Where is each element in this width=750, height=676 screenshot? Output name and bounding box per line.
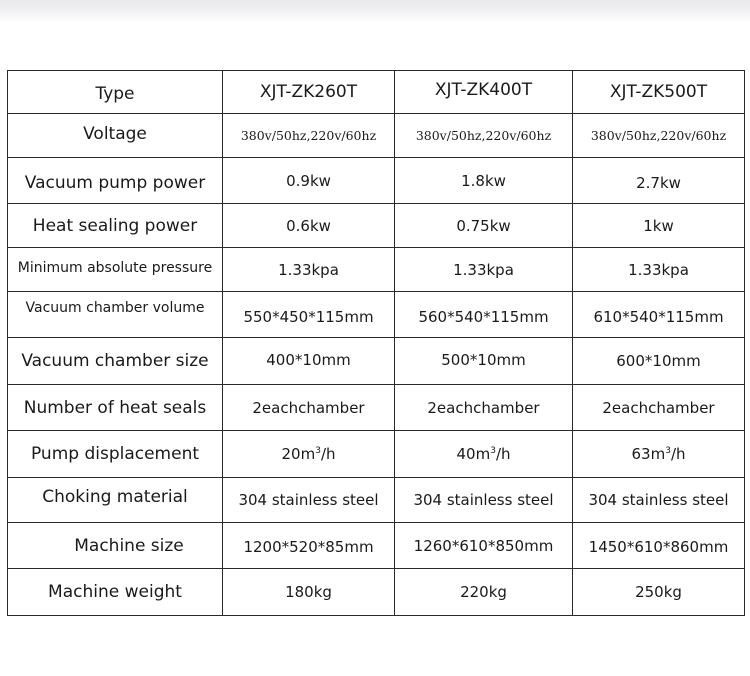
unit-exponent: 3	[490, 446, 496, 456]
spec-table	[7, 70, 745, 616]
table-row-voltage	[8, 114, 745, 158]
value-number: 40	[456, 445, 476, 463]
table-row-machine-size	[8, 523, 745, 569]
table-header-row	[8, 71, 745, 114]
row-value: 220kg	[395, 569, 573, 616]
row-label: Pump displacement	[8, 431, 223, 478]
row-value	[223, 431, 395, 478]
table-row-vacuum-pump-power	[8, 158, 745, 204]
row-label: Choking material	[8, 478, 223, 523]
unit-suffix: /h	[495, 445, 511, 463]
row-value: 380v/50hz,220v/60hz	[395, 114, 573, 158]
row-value: 304 stainless steel	[573, 478, 745, 523]
row-label: Machine weight	[8, 569, 223, 616]
table-row-vacuum-chamber-volume	[8, 292, 745, 338]
row-label: Minimum absolute pressure	[8, 248, 223, 292]
row-label: Machine size	[8, 523, 223, 569]
row-value: 1.33kpa	[223, 248, 395, 292]
row-value: 560*540*115mm	[395, 292, 573, 338]
row-value: 600*10mm	[573, 338, 745, 385]
top-gradient-band	[0, 0, 750, 22]
row-value: 1kw	[573, 204, 745, 248]
row-value: 1.8kw	[395, 158, 573, 204]
table-row-vacuum-chamber-size	[8, 338, 745, 385]
header-type-label: Type	[8, 71, 223, 114]
row-value: 304 stainless steel	[395, 478, 573, 523]
unit-suffix: /h	[670, 445, 686, 463]
row-value: 2eachchamber	[573, 385, 745, 431]
row-value: 250kg	[573, 569, 745, 616]
row-value: 550*450*115mm	[223, 292, 395, 338]
row-label: Number of heat seals	[8, 385, 223, 431]
row-label: Vacuum chamber volume	[8, 292, 223, 338]
row-value: 380v/50hz,220v/60hz	[223, 114, 395, 158]
table-row-choking-material	[8, 478, 745, 523]
row-label: Vacuum pump power	[8, 158, 223, 204]
row-value	[573, 431, 745, 478]
row-label: Voltage	[8, 114, 223, 158]
header-model-2: XJT-ZK400T	[395, 71, 573, 114]
row-value: 610*540*115mm	[573, 292, 745, 338]
row-label: Heat sealing power	[8, 204, 223, 248]
row-value: 304 stainless steel	[223, 478, 395, 523]
table-row-machine-weight	[8, 569, 745, 616]
row-value: 2eachchamber	[223, 385, 395, 431]
unit-exponent: 3	[315, 446, 321, 456]
table-row-heat-sealing-power	[8, 204, 745, 248]
row-value: 0.9kw	[223, 158, 395, 204]
unit-exponent: 3	[665, 446, 671, 456]
row-value: 1260*610*850mm	[395, 523, 573, 569]
header-model-1: XJT-ZK260T	[223, 71, 395, 114]
value-number: 20	[281, 445, 301, 463]
row-value: 180kg	[223, 569, 395, 616]
row-value: 1450*610*860mm	[573, 523, 745, 569]
row-value: 0.75kw	[395, 204, 573, 248]
row-value: 1.33kpa	[395, 248, 573, 292]
row-value: 400*10mm	[223, 338, 395, 385]
row-value	[395, 431, 573, 478]
row-value: 2eachchamber	[395, 385, 573, 431]
unit-suffix: /h	[320, 445, 336, 463]
table-row-pump-displacement	[8, 431, 745, 478]
row-value: 380v/50hz,220v/60hz	[573, 114, 745, 158]
row-value: 2.7kw	[573, 158, 745, 204]
table-row-number-of-heat-seals	[8, 385, 745, 431]
unit-base: m	[300, 445, 316, 463]
unit-base: m	[650, 445, 666, 463]
table-row-minimum-absolute-pressure	[8, 248, 745, 292]
value-number: 63	[631, 445, 651, 463]
header-model-3: XJT-ZK500T	[573, 71, 745, 114]
row-value: 1.33kpa	[573, 248, 745, 292]
row-label: Vacuum chamber size	[8, 338, 223, 385]
unit-base: m	[475, 445, 491, 463]
row-value: 500*10mm	[395, 338, 573, 385]
row-value: 0.6kw	[223, 204, 395, 248]
row-value: 1200*520*85mm	[223, 523, 395, 569]
